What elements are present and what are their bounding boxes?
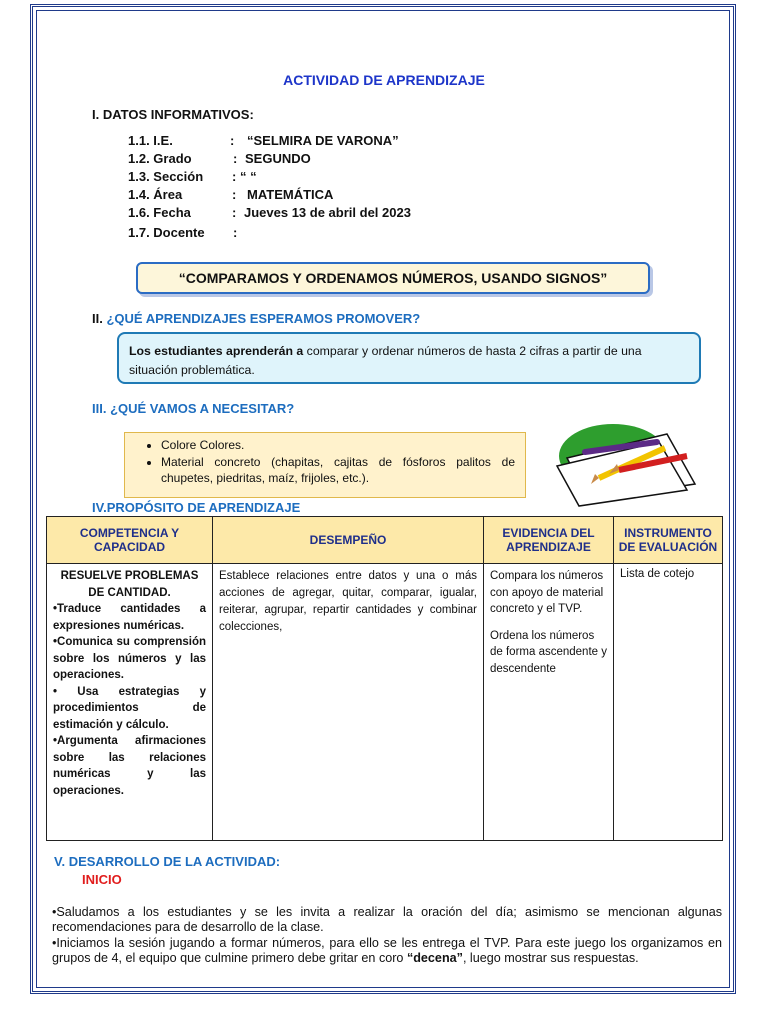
row-value: “ “	[240, 169, 257, 184]
row-sep: :	[233, 225, 238, 240]
header-competencia: COMPETENCIA Y CAPACIDAD	[47, 517, 213, 564]
header-desempeno: DESEMPEÑO	[213, 517, 484, 564]
row-label: 1.6. Fecha	[128, 205, 191, 220]
learning-goal-box	[117, 332, 701, 384]
header-instrumento: INSTRUMENTO DE EVALUACIÓN	[614, 517, 723, 564]
row-sep: :	[232, 169, 237, 184]
inicio-paragraph-2	[52, 936, 722, 965]
document-title: ACTIVIDAD DE APRENDIZAJE	[283, 72, 485, 88]
row-value: Jueves 13 de abril del 2023	[244, 205, 411, 220]
row-value: MATEMÁTICA	[247, 187, 334, 202]
section5-subheading: INICIO	[82, 872, 122, 887]
section5-heading: V. DESARROLLO DE LA ACTIVIDAD:	[54, 854, 281, 869]
proposito-table	[46, 516, 723, 841]
competencia-cell	[47, 564, 213, 841]
row-label: 1.1. I.E.	[128, 133, 173, 148]
inicio-paragraph-1: •Saludamos a los estudiantes y se les invita a realizar la oración del día; asimismo se mencionan algunas recomendaciones para de desarrollo de la clase.	[52, 905, 722, 934]
materials-item: • Colore Colores.	[161, 437, 515, 454]
row-label: 1.4. Área	[128, 187, 183, 202]
evidencia-item: Compara los números con apoyo de material concreto y el TVP.	[490, 570, 604, 615]
section1-heading: I. DATOS INFORMATIVOS:	[92, 107, 254, 122]
learning-goal-text: comparar y ordenar números de hasta 2 cifras a partir de una situación problemática.	[129, 344, 642, 377]
desempeno-cell: Establece relaciones entre datos y una o más acciones de agregar, quitar, comparar, igualar, reiterar, agrupar, repartir cantidades y combinar colecciones,	[213, 564, 484, 841]
inicio-p2-bold: “decena”	[406, 950, 463, 965]
row-sep: :	[232, 187, 237, 202]
section3-number: III.	[92, 401, 107, 416]
instrumento-cell: Lista de cotejo	[614, 564, 723, 841]
row-label: 1.3. Sección	[128, 169, 204, 184]
capacidad-item: •Traduce cantidades a expresiones numéricas.	[53, 603, 206, 632]
table-header-row	[47, 517, 723, 564]
section2-heading	[92, 311, 420, 326]
section4-heading: IV.PROPÓSITO DE APRENDIZAJE	[92, 500, 301, 515]
capacidad-item: • Usa estrategias y procedimientos de estimación y cálculo.	[53, 685, 206, 731]
header-evidencia: EVIDENCIA DEL APRENDIZAJE	[484, 517, 614, 564]
row-label: 1.7. Docente	[128, 225, 205, 240]
row-sep: :	[232, 205, 237, 220]
row-sep: :	[230, 133, 235, 148]
section2-number: II.	[92, 311, 103, 326]
row-sep: :	[233, 151, 238, 166]
row-label: 1.2. Grado	[128, 151, 192, 166]
evidencia-item: Ordena los números de forma ascendente y descendente	[490, 629, 607, 675]
section2-title: ¿QUÉ APRENDIZAJES ESPERAMOS PROMOVER?	[106, 311, 421, 326]
materials-box	[124, 432, 526, 498]
row-value: SEGUNDO	[245, 151, 311, 166]
competencia-title: RESUELVE PROBLEMAS DE CANTIDAD.	[60, 570, 199, 599]
inicio-p2-start: •Iniciamos la sesión jugando a formar números, para ello se les entrega el TVP. Para este juego los organizamos en grupos de 4, el equipo que culmine primero debe gritar en coro	[52, 936, 722, 965]
learning-goal-lead: Los estudiantes aprenderán a	[129, 344, 304, 358]
row-value: “SELMIRA DE VARONA”	[247, 133, 399, 148]
session-title-banner: “COMPARAMOS Y ORDENAMOS NÚMEROS, USANDO SIGNOS”	[136, 262, 650, 294]
section3-heading	[92, 401, 294, 416]
table-row	[47, 564, 723, 841]
evidencia-cell	[484, 564, 614, 841]
section3-title: ¿QUÉ VAMOS A NECESITAR?	[110, 401, 295, 416]
capacidad-item: •Argumenta afirmaciones sobre las relaciones numéricas y las operaciones.	[53, 735, 206, 797]
materials-item: • Material concreto (chapitas, cajitas de fósforos palitos de chupetes, piedritas, maíz, frijoles, etc.).	[161, 454, 515, 487]
capacidad-item: •Comunica su comprensión sobre los números y las operaciones.	[53, 636, 206, 681]
pencils-illustration-icon	[545, 418, 705, 508]
inicio-p2-end: , luego mostrar sus respuestas.	[462, 950, 639, 965]
